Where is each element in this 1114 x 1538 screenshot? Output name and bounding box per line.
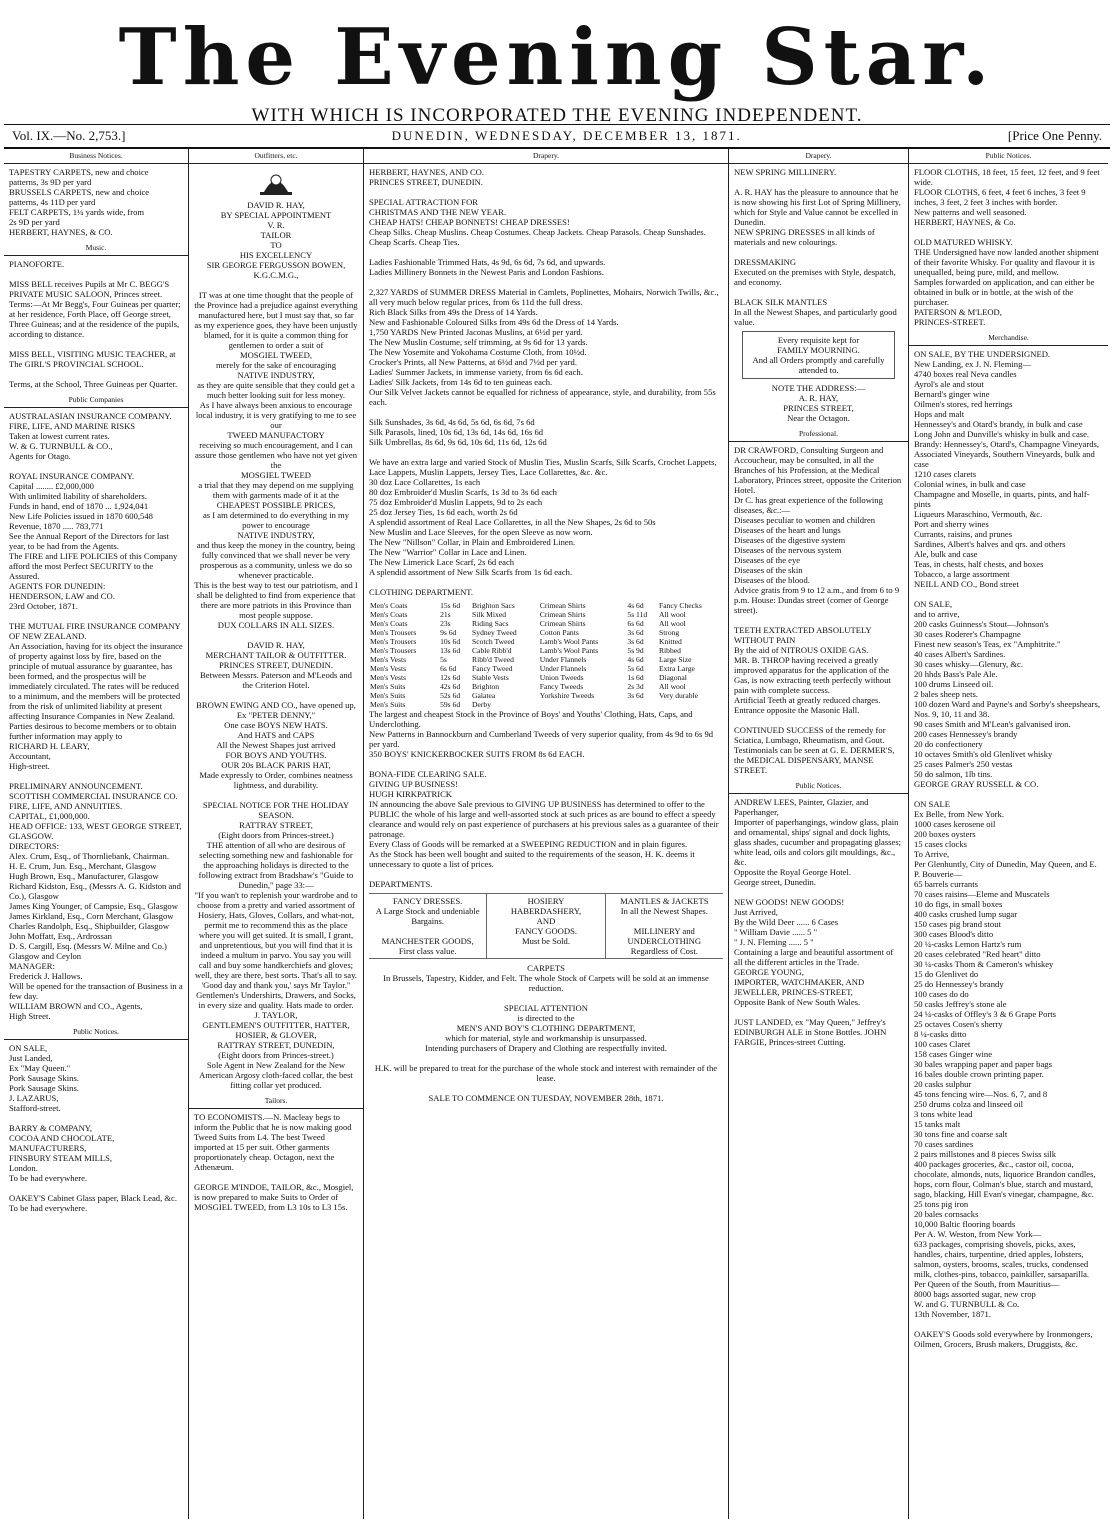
table-cell: Men's Coats	[370, 610, 408, 619]
table-cell: 6s 6d	[627, 619, 644, 628]
advert: TO ECONOMISTS.—N. Macleay begs to inform the Public that he is now making good Tweed Suits from L4. The best Tweed imported at 15 per suit. Other garments proportionately cheap. Octagon, next the Athenæum. GEORGE M'INDOE, TAILOR, &c., Mosgiel, is now prepared to make Suits to Order of MOSGIEL TWEED, from L3 10s to L3 15s.	[194, 1112, 354, 1212]
table-cell: 3s 6d	[627, 691, 644, 700]
section-head: Business Notices.	[4, 149, 188, 164]
department-cell: MANTLES & JACKETS In all the Newest Shapes. MILLINERY and UNDERCLOTHING Regardless of Cost.	[620, 896, 709, 956]
clothing-price-table	[369, 601, 723, 709]
table-cell: All wool	[658, 610, 686, 619]
table-cell: Sydney Tweed	[472, 628, 517, 637]
table-cell: Crimean Shirts	[539, 601, 586, 610]
table-cell: Cotton Pants	[539, 628, 579, 637]
table-cell: 21s	[440, 610, 451, 619]
table-row	[369, 664, 723, 673]
table-cell: 52s 6d	[440, 691, 461, 700]
column-1	[4, 149, 189, 1519]
section-head: Public Notices.	[909, 149, 1108, 164]
table-cell: Under Flannels	[539, 655, 587, 664]
table-cell: Fancy Tweeds	[539, 682, 584, 691]
table-cell: Crimean Shirts	[539, 619, 586, 628]
table-cell: Lamb's Wool Pants	[539, 646, 599, 655]
table-cell: Men's Vests	[370, 664, 407, 673]
table-cell: 4s 6d	[627, 601, 644, 610]
table-cell: 5s 11d	[627, 610, 648, 619]
advert: DAVID R. HAY, BY SPECIAL APPOINTMENT V. R. TAILOR TO HIS EXCELLENCY SIR GEORGE FERGUSSON BOWEN, K.G.C.M.G., IT was at one time thought that the people of the Province had a prejudice against everything manufactured here, but I must say that, so far as my experience goes, they have been unjustly blamed, for it is quite a common thing for gentlemen to order a suit of MOSGIEL TWEED, merely for the sake of encouraging NATIVE INDUSTRY, as they are quite sensible that they could get a much better looking suit for less money. As I have always been anxious to encourage local industry, it is very gratifying to me to see our TWEED MANUFACTORY receiving so much encouragement, and I can assure those gentlemen who have not yet given the MOSGIEL TWEED a trial that they may depend on me supplying them with garments made of it at the CHEAPEST POSSIBLE PRICES, as I am determined to do everything in my power to encourage NATIVE INDUSTRY, and thus keep the money in the country, being fully convinced that we shall never be very prosperous as a community, unless we do so whenever practicable. This is the best way to test our patriotism, and I shall be delighted to find from experience that there are more patriots in this Province than most people suppose. DUX COLLARS IN ALL SIZES. DAVID R. HAY, MERCHANT TAILOR & OUTFITTER. PRINCES STREET, DUNEDIN. Between Messrs. Paterson and M'Leods and the Criterion Hotel. BROWN EWING AND CO., have opened up, Ex "PETER DENNY," One case BOYS NEW HATS. And HATS and CAPS All the Newest Shapes just arrived FOR BOYS AND YOUTHS. OUR 20s BLACK PARIS HAT, Made expressly to Order, combines neatness lightness, and durability. SPECIAL NOTICE FOR THE HOLIDAY SEASON. RATTRAY STREET, (Eight doors from Princes-street.) THE attention of all who are desirous of selecting something new and fashionable for the approaching holidays is directed to the following extract from Bradshaw's "Guide to Dunedin," page 33:— "If you wan't to replenish your wardrobe and to choose from a pretty and varied assortment of Hosiery, Hats, Gloves, Collars, and what-not, permit me to recommend this as the place where you will get suited. It is small, I grant, and unpretentious, but you will find that it is indeed a multum in parvo. You say you will call and buy some handkerchiefs and gloves; well, they are there, best sorts. That's all to say. 'Good day and thank you,' says Mr Taylor." Gentlemen's Undershirts, Drawers, and Socks, in every size and quality. Hats made to order. J. TAYLOR, GENTLEMEN'S OUTFITTER, HATTER, HOSIER, & GLOVER, RATTRAY STREET, DUNEDIN, (Eight doors from Princes-street.) Sole Agent in New Zealand for the New American Argosy cloth-faced collar, the best fitting collar yet produced.	[194, 200, 358, 1090]
section-head: Public Companies	[4, 393, 188, 408]
section-head: Music.	[4, 241, 188, 256]
table-cell: Men's Suits	[370, 682, 406, 691]
table-cell: 5s 6d	[627, 664, 644, 673]
columns	[4, 149, 1110, 1519]
table-cell	[658, 700, 723, 709]
table-cell: 59s 6d	[440, 700, 461, 709]
table-cell: Extra Large	[658, 664, 695, 673]
table-cell: 3s 6d	[627, 637, 644, 646]
advert: FLOOR CLOTHS, 18 feet, 15 feet, 12 feet, and 9 feet wide. FLOOR CLOTHS, 6 feet, 4 feet 6 inches, 3 feet 9 inches, 3 feet, 2 feet 3 inches with border. New patterns and well seasoned. HERBERT, HAYNES, & Co. OLD MATURED WHISKY. THE Undersigned have now landed another shipment of their favorite Whisky. For quality and flavour it is unequalled, being pure, mild, and mellow. Samples forwarded on application, and can either be obtained in bulk or in bottle, at the wish of the purchaser. PATERSON & M'LEOD, PRINCES-STREET.	[914, 167, 1100, 327]
royal-crest-icon	[256, 168, 296, 196]
table-cell: 2s 3d	[627, 682, 644, 691]
column-4	[729, 149, 909, 1519]
table-cell: 12s 6d	[440, 673, 461, 682]
table-cell: Brighton	[472, 682, 500, 691]
table-row	[369, 628, 723, 637]
table-cell: 6s 6d	[440, 664, 457, 673]
table-cell: Ribbed	[658, 646, 681, 655]
table-cell: 15s 6d	[440, 601, 461, 610]
column-3	[364, 149, 729, 1519]
advert: PIANOFORTE. MISS BELL receives Pupils at Mr C. BEGG'S PRIVATE MUSIC SALOON, Princes street. Terms:—At Mr Begg's, Four Guineas per quarter; at her residence, Forth Place, off George street, Three Guineas; and at the residence of the pupils, according to distance. MISS BELL, VISITING MUSIC TEACHER, at The GIRL'S PROVINCIAL SCHOOL. Terms, at the School, Three Guineas per Quarter.	[9, 259, 181, 389]
table-cell: Fancy Tweed	[472, 664, 513, 673]
dateline-bar	[4, 124, 1110, 149]
section-head: Drapery.	[729, 149, 908, 164]
table-cell: Men's Vests	[370, 673, 407, 682]
table-cell: 3s 6d	[627, 628, 644, 637]
table-row	[369, 673, 723, 682]
table-cell: Strong	[658, 628, 680, 637]
table-cell: 4s 6d	[627, 655, 644, 664]
table-row	[369, 646, 723, 655]
advert: HERBERT, HAYNES, AND CO. PRINCES STREET, DUNEDIN. SPECIAL ATTRACTION FOR CHRISTMAS AND THE NEW YEAR. CHEAP HATS! CHEAP BONNETS! CHEAP DRESSES! Cheap Silks. Cheap Muslins. Cheap Costumes. Cheap Jackets. Cheap Parasols. Cheap Sunshades. Cheap Scarfs. Cheap Ties. Ladies Fashionable Trimmed Hats, 4s 9d, 6s 6d, 7s 6d, and upwards. Ladies Millinery Bonnets in the Newest Paris and London Fashions. 2,327 YARDS of SUMMER DRESS Material in Camlets, Poplinettes, Mohairs, Norwich Twills, &c., all very much below regular prices, from 6s 11d the full dress. Rich Black Silks from 49s the Dress of 14 Yards. New and Fashionable Coloured Silks from 49s 6d the Dress of 14 Yards. 1,750 YARDS New Printed Jaconas Muslins, at 6½d per yard. The New Muslin Costume, self trimming, at 9s 6d for 13 yards. The New Yosemite and Yokohama Costume Cloth, from 10½d. Crocker's Prints, all New Patterns, at 6½d and 7½d per yard. Ladies' Summer Jackets, in immense variety, from 6s 6d each. Ladies' Silk Jackets, from 14s 6d to ten guineas each. Our Silk Velvet Jackets cannot be equalled for richness of appearance, style, and durability, from 55s each. Silk Sunshades, 3s 6d, 4s 6d, 5s 6d, 6s 6d, 7s 6d Silk Parasols, lined, 10s 6d, 13s 6d, 14s 6d, 16s 6d Silk Umbrellas, 8s 6d, 9s 6d, 10s 6d, 11s 6d, 12s 6d We have an extra large and varied Stock of Muslin Ties, Muslin Scarfs, Silk Scarfs, Crochet Lappets, Lace Lappets, Muslin Lappets, Jersey Ties, Lace Collarettes, &c. &c. 30 doz Lace Collarettes, 1s each 80 doz Embroider'd Muslin Scarfs, 1s 3d to 3s 6d each 75 doz Embroider'd Muslin Lappets, 9d to 2s each 25 doz Jersey Ties, 1s 6d each, worth 2s 6d A splendid assortment of Real Lace Collarettes, in all the New Shapes, 2s 6d to 50s New Muslin and Lace Sleeves, for the open Sleeve as now worn. The New "Nillson" Collar, in Plain and Embroidered Linen. The New "Warrior" Collar in Lace and Linen. The New Limerick Lace Scarf, 2s 6d each A splendid assortment of New Silk Scarfs from 1s 6d each. CLOTHING DEPARTMENT.	[369, 167, 719, 597]
section-head: Tailors.	[189, 1094, 363, 1109]
table-cell: 13s 6d	[440, 646, 461, 655]
table-cell: Men's Suits	[370, 691, 406, 700]
table-cell: Men's Trousers	[370, 646, 417, 655]
table-cell: Large Size	[658, 655, 692, 664]
table-cell: Yorkshire Tweeds	[539, 691, 595, 700]
table-cell: Riding Sacs	[472, 619, 509, 628]
section-head: Professional.	[729, 427, 908, 442]
department-cell: HOSIERY HABERDASHERY, AND FANCY GOODS. Must be Sold.	[487, 894, 605, 958]
table-cell: 5s	[440, 655, 447, 664]
table-row	[369, 610, 723, 619]
issue-date: DUNEDIN, WEDNESDAY, DECEMBER 13, 1871.	[391, 128, 742, 143]
masthead	[4, 0, 1110, 126]
advert: NOTE THE ADDRESS:— A. R. HAY, PRINCES STREET, Near the Octagon.	[771, 383, 866, 423]
table-cell: Brighton Sacs	[472, 601, 515, 610]
section-head: Public Notices.	[4, 1025, 188, 1040]
table-cell: Stable Vests	[472, 673, 509, 682]
table-cell: Silk Mixed	[472, 610, 507, 619]
advert: NEW SPRING MILLINERY. A. R. HAY has the pleasure to announce that he is now showing his first Lot of Spring Millinery, which for Style and Value cannot be excelled in Dunedin. NEW SPRING DRESSES in all kinds of materials and new colourings. DRESSMAKING Executed on the premises with Style, despatch, and economy. BLACK SILK MANTLES In all the Newest Shapes, and particularly good value.	[734, 167, 901, 327]
table-cell: 9s 6d	[440, 628, 457, 637]
table-cell: Fancy Checks	[658, 601, 702, 610]
table-cell: Union Tweeds	[539, 673, 584, 682]
section-head: Public Notices.	[729, 779, 908, 794]
section-head: Outfitters, etc.	[189, 149, 363, 164]
section-head: Merchandise.	[909, 331, 1108, 346]
table-row	[369, 619, 723, 628]
table-cell: Ribb'd Tweed	[472, 655, 514, 664]
table-row	[369, 655, 723, 664]
advert: AUSTRALASIAN INSURANCE COMPANY. FIRE, LIFE, AND MARINE RISKS Taken at lowest current rates. W. & G. TURNBULL & CO., Agents for Otago. ROYAL INSURANCE COMPANY. Capital ........ £2,000,000 With unlimited liability of shareholders. Funds in hand, end of 1870 ... 1,924,041 New Life Policies issued in 1870 600,548 Revenue, 1870 ..... 783,771 See the Annual Report of the Directors for last year, to be had from the Agents. The FIRE and LIFE POLICIES of this Company afford the most Perfect SECURITY to the Assured. AGENTS FOR DUNEDIN: HENDERSON, LAW and CO. 23rd October, 1871. THE MUTUAL FIRE INSURANCE COMPANY OF NEW ZEALAND. An Association, having for its object the insurance of property against loss by fire, based on the principle of mutual assurance by guarantee, has been formed, and the prospectus will be immediately circulated. The rates will be reduced to a minimum, and the members will be protected from the risk of unlimited liability at present affecting Insurance Companies in New Zealand. Parties desirous to become members or to obtain further information may apply to RICHARD H. LEARY, Accountant, High-street. PRELIMINARY ANNOUNCEMENT. SCOTTISH COMMERCIAL INSURANCE CO. FIRE, LIFE, AND ANNUITIES. CAPITAL, £1,000,000. HEAD OFFICE: 133, WEST GEORGE STREET, GLASGOW. DIRECTORS: Alex. Crum, Esq., of Thornliebank, Chairman. H. E. Crum, Jun. Esq., Merchant, Glasgow Hugh Brown, Esq., Manufacturer, Glasgow Richard Kidston, Esq., (Messrs A. G. Kidston and Co.), Glasgow James King Younger, of Campsie, Esq., Glasgow James Kirkland, Esq., Corn Merchant, Glasgow Charles Randolph, Esq., Shipbuilder, Glasgow John Moffatt, Esq., Ardrossan D. S. Cargill, Esq. (Messrs W. Milne and Co.) Glasgow and Ceylon MANAGER: Frederick J. Hallows. Will be opened for the transaction of Business in a few day. WILLIAM BROWN and CO., Agents, High Street.	[9, 411, 183, 1021]
advert: ANDREW LEES, Painter, Glazier, and Paperhanger, Importer of paperhangings, window glass, plain and ornamental, ships' signal and dock lights, glass shades, cucumber and propagating glasses; white lead, oils and colors gilt mouldings, &c., &c. Opposite the Royal George Hotel. George street, Dunedin. NEW GOODS! NEW GOODS! Just Arrived, By the Wild Deer ...... 6 Cases " William Davie ...... 5 " " J. N. Fleming ...... 5 " Containing a large and beautiful assortment of all the different articles in the Trade. GEORGE YOUNG, IMPORTER, WATCHMAKER, AND JEWELLER, PRINCES-STREET, Opposite Bank of New South Wales. JUST LANDED, ex "May Queen," Jeffrey's EDINBURGH ALE in Stone Bottles. JOHN FARGIE, Princes-street Cutting.	[734, 797, 902, 1047]
table-cell: 10s 6d	[440, 637, 461, 646]
advert: The largest and cheapest Stock in the Province of Boys' and Youths' Clothing, Hats, Caps, and Underclothing. New Patterns in Bannockburn and Cumberland Tweeds of very superior quality, from 4s 9d to 6s 9d per yard. 350 BOYS' KNICKERBOCKER SUITS FROM 8s 6d EACH. BONA-FIDE CLEARING SALE. GIVING UP BUSINESS! HUGH KIRKPATRICK IN announcing the above Sale previous to GIVING UP BUSINESS has determined to offer to the PUBLIC the whole of his large and well-assorted stock at such prices as are bound to effect a speedy clearance and would rely on past experience of purchasers at his previous sales as a guarantee of their patronage. Every Class of Goods will be remarked at a SWEEPING REDUCTION and in plain figures. As the Stock has been well bought and suited to the requirements of the season, H. K. deems it unnecessary to quote a list of prices. DEPARTMENTS.	[369, 709, 719, 889]
advert: DR CRAWFORD, Consulting Surgeon and Accoucheur, may be consulted, in all the Branches of his Profession, at the Medical Laboratory, Princes street, opposite the Criterion Hotel. Dr C. has great experience of the following diseases, &c.:— Diseases peculiar to women and children Diseases of the heart and lungs Diseases of the digestive system Diseases of the nervous system Diseases of the eye Diseases of the skin Diseases of the blood. Advice gratis from 9 to 12 a.m., and from 6 to 9 p.m. House: Dundas street (corner of George street). TEETH EXTRACTED ABSOLUTELY WITHOUT PAIN By the aid of NITROUS OXIDE GAS. MR. B. THROP having received a greatly improved apparatus for the application of the Gas, is now extracting teeth perfectly without pain with complete success. Artificial Teeth at greatly reduced charges. Entrance opposite the Masonic Hall. CONTINUED SUCCESS of the remedy for Sciatica, Lumbago, Rheumatism, and Gout. Testimonials can be seen at G. E. DERMER'S, the MEDICAL DISPENSARY, MANSE STREET.	[734, 445, 902, 775]
department-cell: FANCY DRESSES. A Large Stock and undeniable Bargains. MANCHESTER GOODS, First class value.	[369, 894, 487, 958]
table-cell: Men's Trousers	[370, 628, 417, 637]
advert: ON SALE, Just Landed, Ex "May Queen." Pork Sausage Skins. Pork Sausage Skins. J. LAZARUS, Stafford-street. BARRY & COMPANY, COCOA AND CHOCOLATE, MANUFACTURERS, FINSBURY STEAM MILLS, London. To be had everywhere. OAKEY'S Cabinet Glass paper, Black Lead, &c. To be had everywhere.	[9, 1043, 178, 1213]
table-cell: Crimean Shirts	[539, 610, 586, 619]
table-row	[369, 682, 723, 691]
table-cell: Knitted	[658, 637, 682, 646]
table-cell: Scotch Tweed	[472, 637, 515, 646]
table-row	[369, 601, 723, 610]
table-cell: Cable Ribb'd	[472, 646, 512, 655]
table-cell: All wool	[658, 682, 686, 691]
table-cell: Men's Coats	[370, 619, 408, 628]
table-cell: 42s 6d	[440, 682, 461, 691]
table-cell	[539, 700, 627, 709]
table-cell: Lamb's Wool Pants	[539, 637, 599, 646]
column-2	[189, 149, 364, 1519]
newspaper-title: The Evening Star.	[118, 12, 996, 103]
table-cell	[626, 700, 658, 709]
table-cell: 5s 9d	[627, 646, 644, 655]
table-cell: Men's Trousers	[370, 637, 417, 646]
column-5	[909, 149, 1108, 1519]
mourning-box: Every requisite kept for FAMILY MOURNING. And all Orders promptly and carefully attended to.	[742, 331, 895, 379]
table-cell: Men's Suits	[370, 700, 406, 709]
table-row	[369, 691, 723, 700]
newspaper-subtitle: WITH WHICH IS INCORPORATED THE EVENING INDEPENDENT.	[251, 105, 863, 126]
table-row	[369, 637, 723, 646]
table-cell: Derby	[472, 700, 492, 709]
section-head: Drapery.	[364, 149, 728, 164]
table-cell: Men's Coats	[370, 601, 408, 610]
table-cell: 23s	[440, 619, 451, 628]
table-cell: Under Flannels	[539, 664, 587, 673]
table-cell: All wool	[658, 619, 686, 628]
table-row	[369, 700, 723, 709]
table-cell: 1s 6d	[627, 673, 644, 682]
table-cell: Very durable	[658, 691, 698, 700]
departments	[369, 893, 723, 959]
advert: ON SALE, BY THE UNDERSIGNED. New Landing, ex J. N. Fleming— 4740 boxes real Neva candles Ayrol's ale and stout Bernard's ginger wine Oilmen's stores, red herrings Hops and malt Hennessey's and Otard's brandy, in bulk and case Long John and Dunville's whisky in bulk and case. Brandy: Hennessey's, Otard's, Champagne Vineyards, Associated Vineyards, Southern Vineyards, bulk and case 1210 cases clarets Colonial wines, in bulk and case Champagne and Moselle, in quarts, pints, and half-pints Liqueurs Maraschino, Vermouth, &c. Port and sherry wines Currants, raisins, and prunes Sardines, Albert's halves and qrs. and others Ale, bulk and case Teas, in chests, half chests, and boxes Tobacco, a large assortment NEILL AND CO., Bond street ON SALE, and to arrive, 200 casks Guinness's Stout—Johnson's 30 cases Roderer's Champagne Finest new season's Teas, ex "Amphitrite." 40 cases Albert's Sardines. 30 cases whisky—Glenury, &c. 20 hhds Bass's Pale Ale. 100 drums Linseed oil. 2 bales sheep nets. 100 dozen Ward and Payne's and Sorby's sheepshears, Nos. 9, 10, 11 and 38. 90 cases Smith and M'Lean's galvanised iron. 200 cases Hennessey's brandy 20 do confectionery 10 octaves Smith's old Glenlivet whisky 25 cases Palmer's 250 vestas 50 do salmon, 1lb tins. GEORGE GRAY RUSSELL & CO. ON SALE Ex Belle, from New York. 1000 cases kerosene oil 200 boxes oysters 15 cases clocks To Arrive, Per Glenhuntly, City of Dunedin, May Queen, and E. P. Bouverie— 65 barrels currants 70 cases raisins—Eleme and Muscatels 10 do figs, in small boxes 400 casks crushed lump sugar 150 cases pig brand stout 300 cases Blood's ditto 20 ¼-casks Lemon Hartz's rum 20 cases celebrated "Red heart" ditto 30 ¼-casks Thom & Cameron's whiskey 15 do Glenlivet do 25 do Hennessey's brandy 100 cases do do 50 casks Jeffrey's stone ale 24 ¼-casks of Offley's 3 & 6 Grape Ports 25 octaves Cosen's sherry 8 ¼-casks ditto 100 cases Claret 158 cases Ginger wine 30 bales wrapping paper and paper bags 16 bales double crown printing paper. 20 casks sulphur 45 tons fencing wire—Nos. 6, 7, and 8 250 drums colza and linseed oil 3 tons white lead 15 tanks malt 30 tons fine and coarse salt 70 cases sardines 2 pairs millstones and 8 pieces Swiss silk 400 packages groceries, &c., castor oil, cocoa, chocolate, almonds, nuts, liquorice Brandon candles, hops, corn flour, Colman's blue, starch and mustard, sago, blacking, Hill Evan's vinegar, champagne, &c. 25 tons pig iron 20 bales cornsacks 10,000 Baltic flooring boards Per A. W. Weston, from New York— 633 packages, comprising shovels, picks, axes, handles, chairs, turpentine, dried apples, lobsters, salmon, oysters, brooms, scales, trucks, condensed milk, clothes-pins, tobacco, painkiller, sarsaparilla. Per Queen of the South, from Mauritius— 8000 bags assorted sugar, new crop W. and G. TURNBULL & Co. 13th November, 1871. OAKEY'S Goods sold everywhere by Ironmongers, Oilmen, Grocers, Brush makers, Druggists, &c.	[914, 349, 1101, 1349]
price: [Price One Penny.	[1007, 128, 1102, 143]
volume-number: Vol. IX.—No. 2,753.]	[12, 128, 126, 143]
advert: TAPESTRY CARPETS, new and choice patterns, 3s 9D per yard BRUSSELS CARPETS, new and choice patterns, 4s 11D per yard FELT CARPETS, 1¼ yards wide, from 2s 9D per yard HERBERT, HAYNES, & CO.	[9, 167, 150, 237]
table-cell: Diagonal	[658, 673, 687, 682]
table-cell: Men's Vests	[370, 655, 407, 664]
table-cell: Galatea	[472, 691, 496, 700]
advert: CARPETS In Brussels, Tapestry, Kidder, and Felt. The whole Stock of Carpets will be sold at an immense reduction. SPECIAL ATTENTION is directed to the MEN'S AND BOY'S CLOTHING DEPARTMENT, which for material, style and workmanship is unsurpassed. Intending purchasers of Drapery and Clothing are respectfully invited. H.K. will be prepared to treat for the purchase of the whole stock and interest with remainder of the lease. SALE TO COMMENCE ON TUESDAY, NOVEMBER 28th, 1871.	[374, 963, 718, 1103]
